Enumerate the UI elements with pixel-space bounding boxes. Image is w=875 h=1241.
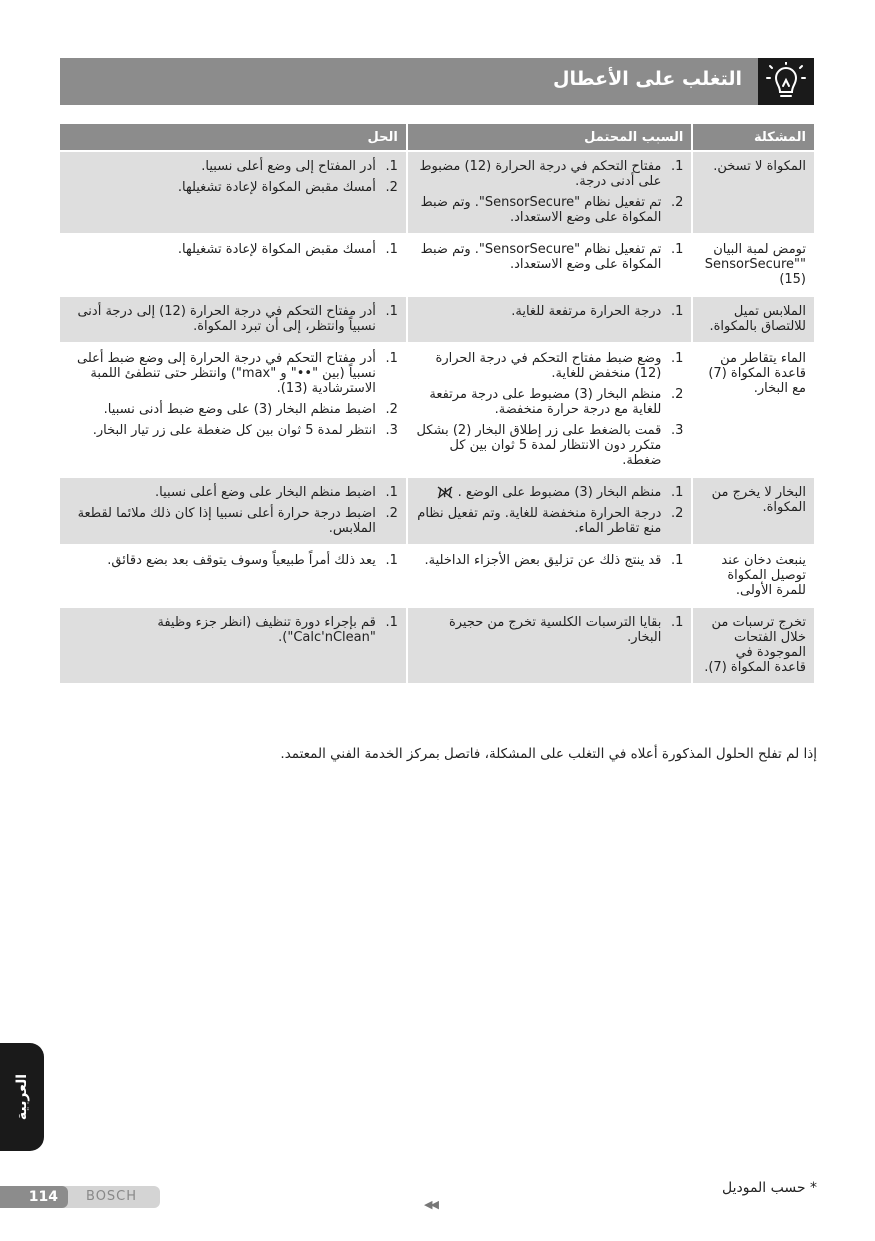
list-item: 1. درجة الحرارة مرتفعة للغاية.: [511, 304, 684, 319]
table-header-row: [60, 124, 814, 150]
lightbulb-icon: [758, 58, 814, 105]
list-item: 1. أدر المفتاح إلى وضع أعلى نسبيا.: [201, 159, 398, 174]
item-number: 1.: [385, 159, 398, 174]
problem-cell: الملابس تميل للالتصاق بالمكواة.: [693, 297, 814, 342]
solution-cell: [60, 608, 406, 683]
item-number: 1.: [670, 485, 684, 500]
problem-cell: تخرج ترسبات من خلال الفتحات الموجودة في قاعدة المكواة (7).: [693, 608, 814, 683]
item-number: 1.: [385, 304, 398, 319]
solution-cell: [60, 478, 406, 544]
solution-cell: [60, 152, 406, 233]
table-row: [60, 546, 814, 606]
cause-cell: [408, 235, 692, 295]
problem-cell: الماء يتقاطر من قاعدة المكواة (7) مع البخار.: [708, 351, 806, 396]
item-number: 1.: [385, 553, 398, 568]
list-item: 2. منظم البخار (3) مضبوط على درجة مرتفعة للغاية مع درجة حرارة منخفضة.: [429, 387, 684, 417]
table-row: [60, 608, 814, 683]
table-row: [60, 297, 814, 342]
list-item: 1. بقايا الترسبات الكلسية تخرج من حجيرة البخار.: [448, 615, 684, 645]
header-solution: الحل: [60, 124, 406, 150]
solution-cell: [60, 235, 406, 295]
cause-cell: [408, 297, 692, 342]
table-row: [60, 235, 814, 295]
list-item: 1. قد ينتج ذلك عن تزليق بعض الأجزاء الداخلية.: [424, 553, 684, 568]
item-number: 1.: [385, 242, 398, 257]
problem-cell: ينبعث دخان عند توصيل المكواة للمرة الأولى.: [721, 553, 806, 598]
list-item: 2. اضبط منظم البخار (3) على وضع ضبط أدنى نسبيا.: [103, 402, 398, 417]
item-number: 2.: [670, 387, 684, 402]
item-number: 2.: [385, 180, 398, 195]
list-item: 1. أدر مفتاح التحكم في درجة الحرارة (12) إلى درجة أدنى نسبياً وانتظر، إلى أن تبرد المكواة.: [77, 304, 398, 334]
list-item: 3. انتظر لمدة 5 ثوان بين كل ضغطة على زر تيار البخار.: [92, 423, 398, 438]
service-note: إذا لم تفلح الحلول المذكورة أعلاه في التغلب على المشكلة، فاتصل بمركز الخدمة الفني المعتمد.: [280, 746, 817, 762]
item-number: 3.: [385, 423, 398, 438]
item-number: 3.: [670, 423, 684, 438]
item-number: 2.: [385, 506, 398, 521]
list-item: 1. قم بإجراء دورة تنظيف (انظر جزء وظيفة "Calc'nClean").: [157, 615, 398, 645]
no-steam-icon: [437, 486, 453, 499]
header-cause: السبب المحتمل: [408, 124, 692, 150]
list-item: 1. تم تفعيل نظام "SensorSecure". وتم ضبط المكواة على وضع الاستعداد.: [420, 242, 684, 272]
table-row: [60, 344, 814, 476]
cause-cell: [408, 152, 692, 233]
problem-cell: البخار لا يخرج من المكواة.: [693, 478, 814, 544]
item-number: 1.: [385, 485, 398, 500]
problem-cell: تومض لمبة البيان "SensorSecure" (15): [704, 242, 806, 287]
item-number: 1.: [385, 615, 398, 630]
cause-cell: [408, 546, 692, 606]
list-item: 1. اضبط منظم البخار على وضع أعلى نسبيا.: [155, 485, 398, 500]
language-label: العربية: [14, 1073, 30, 1121]
footnote: * حسب الموديل: [721, 1180, 817, 1196]
list-item: 1. يعد ذلك أمراً طبيعياً وسوف يتوقف بعد بضع دقائق.: [107, 553, 398, 568]
item-number: 2.: [670, 506, 684, 521]
list-item: 3. قمت بالضغط على زر إطلاق البخار (2) بشكل متكرر دون الانتظار لمدة 5 ثوان بين كل ضغطة.: [416, 423, 684, 468]
item-number: 2.: [385, 402, 398, 417]
page-title: التغلب على الأعطال: [553, 68, 742, 90]
list-item: 1. أدر مفتاح التحكم في درجة الحرارة إلى وضع ضبط أعلى نسبياً (بين "••" و "max") وانتظر حتى تنطفئ اللمبة الاسترشادية (13).: [77, 351, 398, 396]
section-header-banner: [60, 58, 814, 105]
table-row: [60, 478, 814, 544]
solution-cell: [60, 546, 406, 606]
list-item: 1. أمسك مقبض المكواة لإعادة تشغيلها.: [177, 242, 398, 257]
list-item: 2. تم تفعيل نظام "SensorSecure". وتم ضبط المكواة على وضع الاستعداد.: [420, 195, 684, 225]
list-item: 2. أمسك مقبض المكواة لإعادة تشغيلها.: [177, 180, 398, 195]
list-item: 2. اضبط درجة حرارة أعلى نسبيا إذا كان ذلك ملائما لقطعة الملابس.: [77, 506, 398, 536]
solution-cell: [60, 297, 406, 342]
page-footer-bar: [0, 1186, 160, 1208]
table-row: [60, 152, 814, 233]
item-number: 1.: [670, 351, 684, 366]
page-number: 114: [0, 1186, 68, 1208]
list-item: 1. وضع ضبط مفتاح التحكم في درجة الحرارة (12) منخفض للغاية.: [435, 351, 684, 381]
language-tab: [0, 1043, 44, 1151]
header-problem: المشكلة: [693, 124, 814, 150]
item-number: 1.: [670, 159, 684, 174]
cause-cell: [408, 478, 692, 544]
item-number: 1.: [670, 304, 684, 319]
solution-cell: [60, 344, 406, 476]
item-number: 1.: [670, 553, 684, 568]
nav-arrows-icon: ◀◀: [424, 1198, 437, 1211]
item-number: 2.: [670, 195, 684, 210]
list-item: 1. مفتاح التحكم في درجة الحرارة (12) مضبوط على أدنى درجة.: [419, 159, 684, 189]
cause-cell: [408, 608, 692, 683]
item-number: 1.: [385, 351, 398, 366]
troubleshooting-table: [58, 122, 816, 685]
cause-cell: [408, 344, 692, 476]
list-item: 1. منظم البخار (3) مضبوط على الوضع .: [416, 485, 684, 500]
problem-cell: المكواة لا تسخن.: [693, 152, 814, 233]
item-number: 1.: [670, 615, 684, 630]
item-number: 1.: [670, 242, 684, 257]
list-item: 2. درجة الحرارة منخفضة للغاية. وتم تفعيل نظام منع تقاطر الماء.: [417, 506, 684, 536]
brand-name: BOSCH: [86, 1189, 138, 1204]
